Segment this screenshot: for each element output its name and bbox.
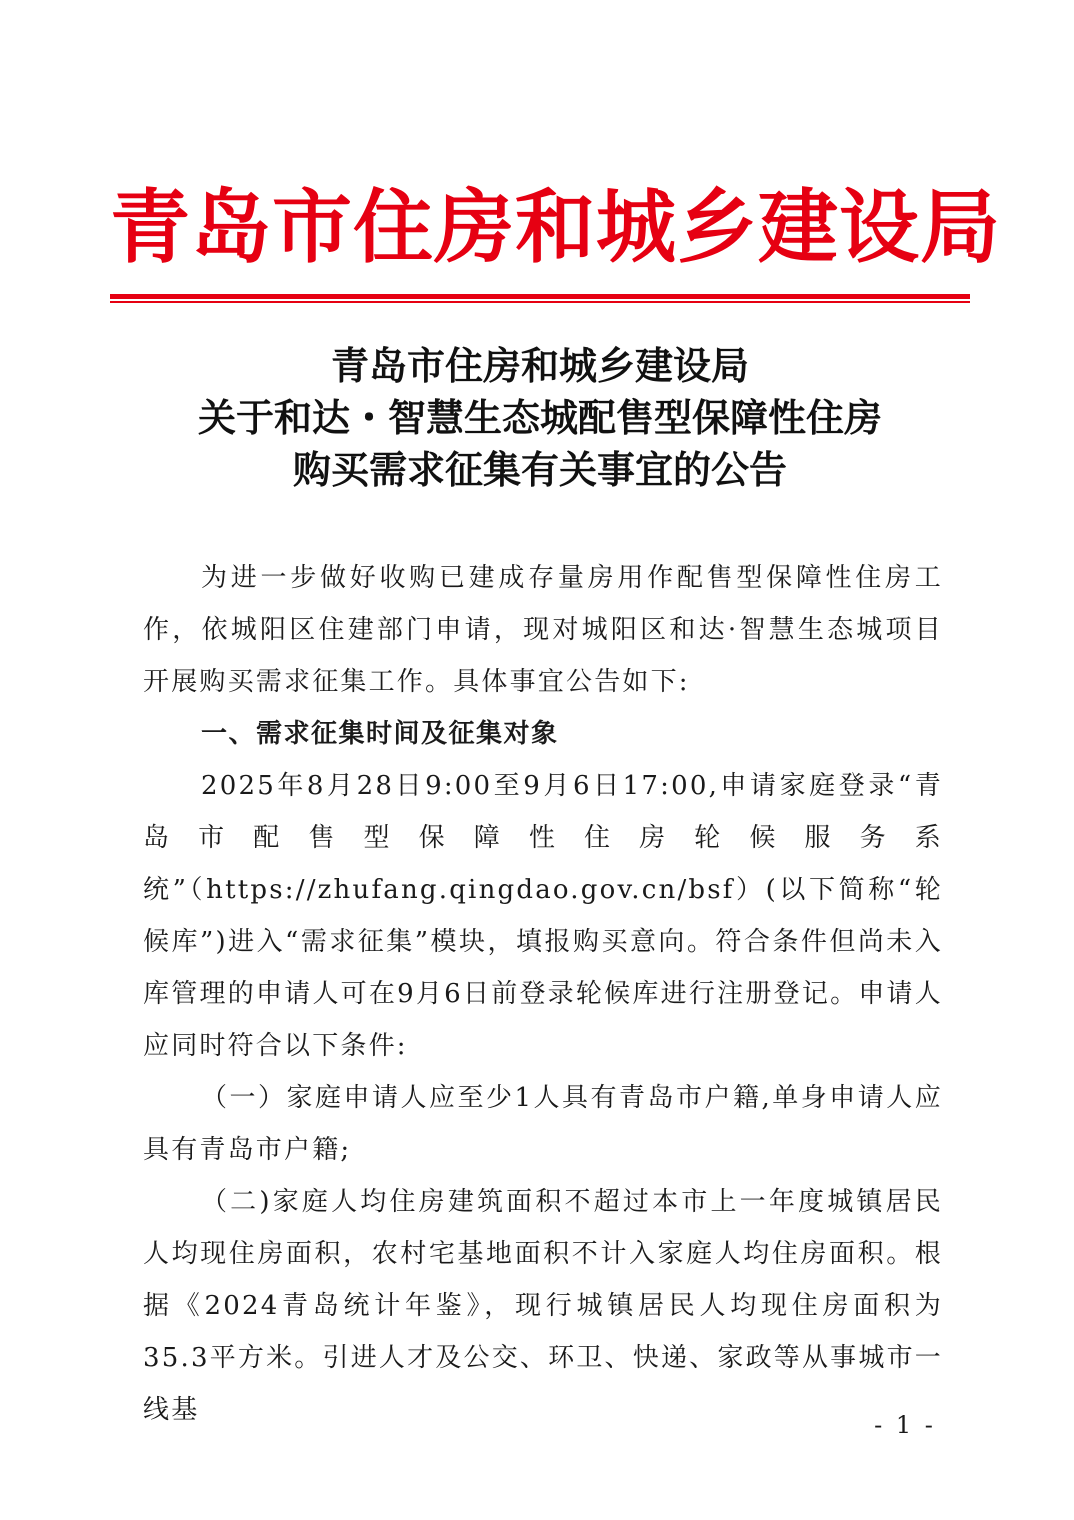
intro-paragraph: 为进一步做好收购已建成存量房用作配售型保障性住房工作，依城阳区住建部门申请，现对城阳区和达·智慧生态城项目开展购买需求征集工作。具体事宜公告如下: (143, 563, 943, 697)
title-line-2: 关于和达・智慧生态城配售型保障性住房 (197, 396, 882, 440)
agency-masthead: 青岛市住房和城乡建设局 (110, 180, 1001, 274)
section-heading-1: 一、需求征集时间及征集对象 (201, 719, 559, 749)
condition-1-paragraph: （一）家庭申请人应至少1人具有青岛市户籍,单身申请人应具有青岛市户籍; (143, 1083, 943, 1165)
page-number: - 1 - (874, 1411, 936, 1439)
title-line-1: 青岛市住房和城乡建设局 (330, 344, 749, 388)
title-line-3: 购买需求征集有关事宜的公告 (292, 448, 787, 492)
condition-2-paragraph: （二)家庭人均住房建筑面积不超过本市上一年度城镇居民人均现住房面积，农村宅基地面积不计入家庭人均住房面积。根据《2024青岛统计年鉴》，现行城镇居民人均现住房面积为35.3平方米。引进人才及公交、环卫、快递、家政等从事城市一线基 (143, 1187, 943, 1425)
notice-title (110, 340, 970, 496)
red-divider-rule (110, 294, 970, 303)
notice-body (143, 552, 943, 1436)
time-and-target-paragraph: 2025年8月28日9:00至9月6日17:00,申请家庭登录“青岛市配售型保障性住房轮候服务系统”（https://zhufang.qingdao.gov.cn/bsf）(以下简称“轮候库”)进入“需求征集”模块，填报购买意向。符合条件但尚未入库管理的申请人可在9月6日前登录轮候库进行注册登记。申请人应同时符合以下条件: (143, 771, 943, 1061)
